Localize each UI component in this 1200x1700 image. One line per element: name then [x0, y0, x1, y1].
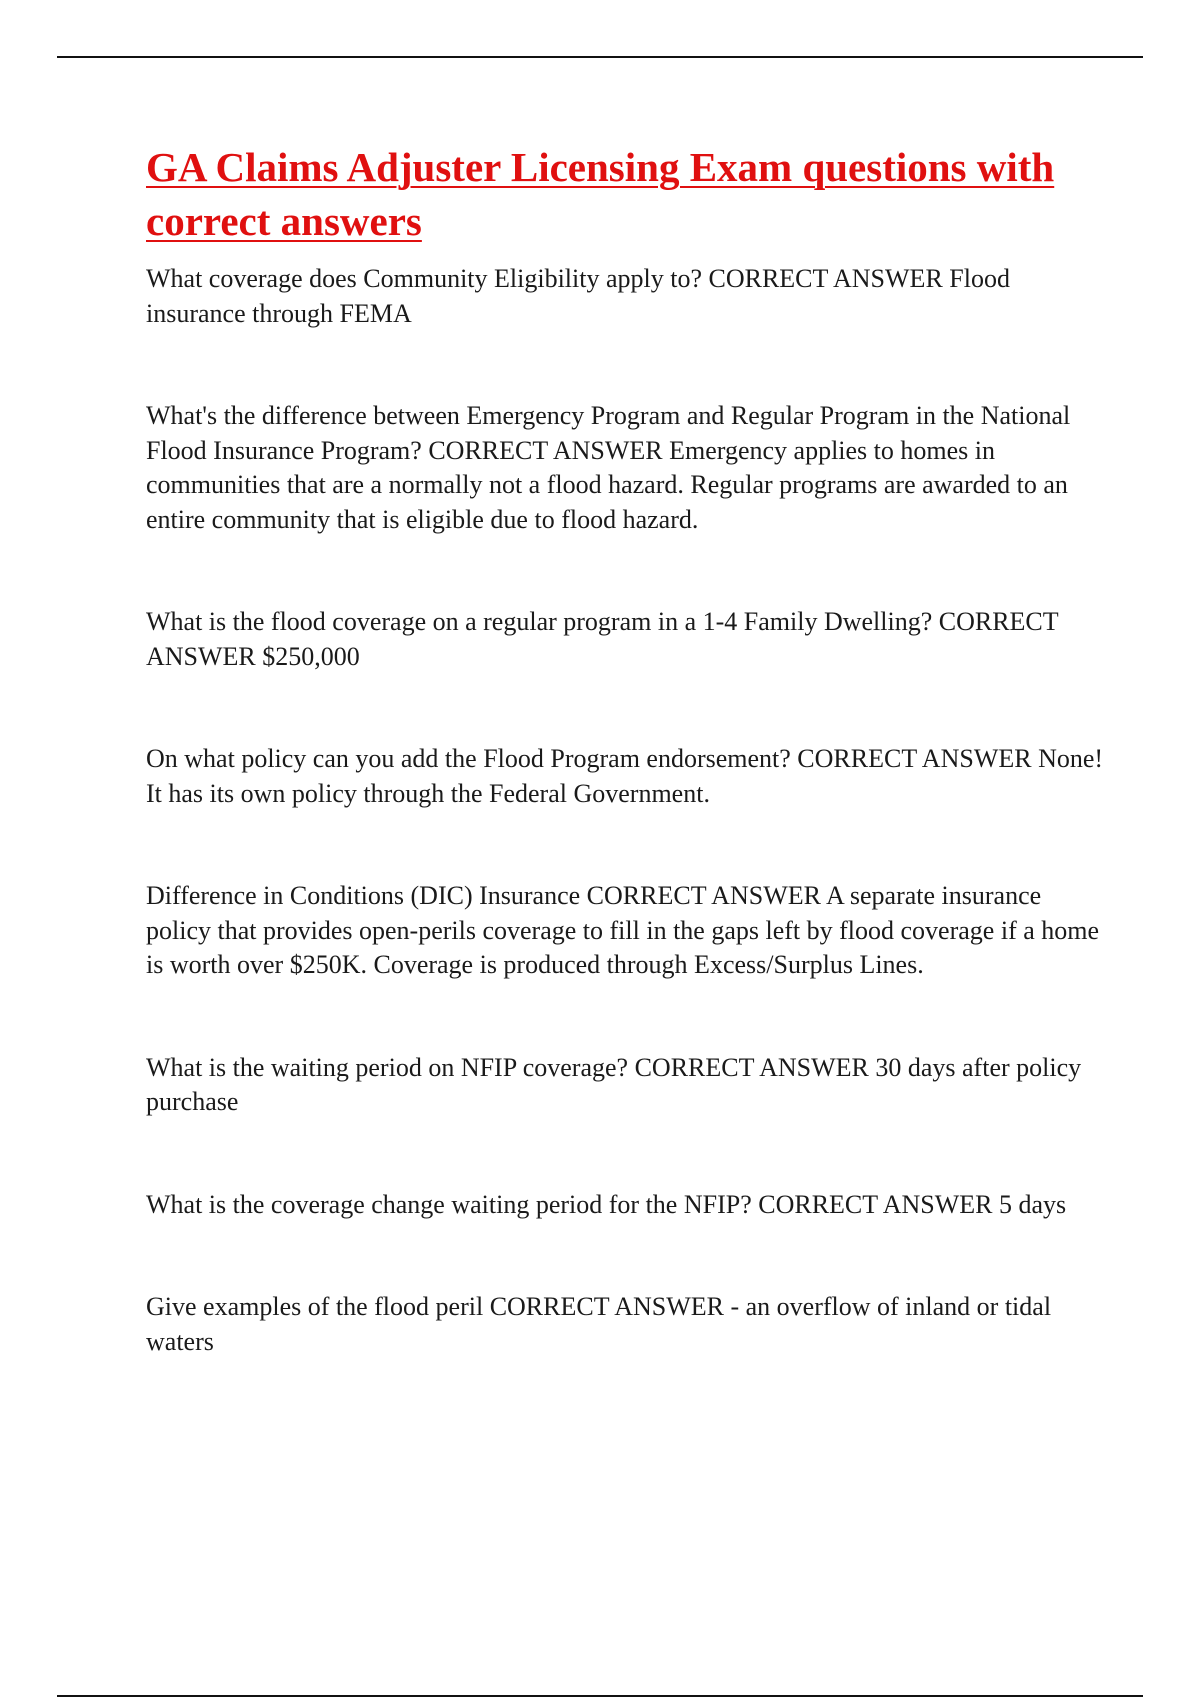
- document-page: [146, 140, 1106, 1427]
- answer-label: CORRECT ANSWER: [586, 881, 821, 910]
- answer-text: 30 days after policy purchase: [146, 1052, 1082, 1116]
- qa-item: [146, 1051, 1106, 1120]
- answer-label: CORRECT ANSWER: [634, 1052, 869, 1082]
- qa-item: [146, 605, 1106, 674]
- question-text: What coverage does Community Eligibility apply to?: [146, 264, 702, 293]
- answer-label: CORRECT ANSWER: [146, 607, 1059, 671]
- bottom-rule: [57, 1695, 1143, 1697]
- qa-item: [146, 879, 1106, 983]
- answer-text: A separate insurance policy that provides open-perils coverage to fill in the gaps left by flood coverage if a home is worth over $250K. Coverage is produced through Excess/Surplus Lines.: [146, 881, 1100, 979]
- qa-item: [146, 1188, 1106, 1223]
- answer-label: CORRECT ANSWER: [428, 435, 663, 465]
- question-text: What is the flood coverage on a regular program in a 1-4 Family Dwelling?: [146, 607, 933, 636]
- document-title: GA Claims Adjuster Licensing Exam questions with correct answers: [146, 144, 1055, 244]
- top-rule: [57, 56, 1143, 58]
- question-text: Difference in Conditions (DIC) Insurance: [146, 881, 581, 910]
- qa-item: [146, 262, 1106, 331]
- answer-text: None! It has its own policy through the Federal Government.: [146, 744, 1104, 808]
- answer-label: CORRECT ANSWER: [797, 744, 1032, 773]
- answer-text: 5 days: [999, 1189, 1067, 1219]
- question-text: What is the coverage change waiting period for the NFIP?: [146, 1189, 752, 1219]
- qa-item: [146, 742, 1106, 811]
- question-text: What is the waiting period on NFIP coverage?: [146, 1052, 629, 1082]
- question-text: What's the difference between Emergency Program and Regular Program in the National Flood Insurance Program?: [146, 401, 1071, 465]
- answer-text: - an overflow of inland or tidal waters: [146, 1292, 1052, 1356]
- qa-item: [146, 399, 1106, 537]
- question-text: On what policy can you add the Flood Program endorsement?: [146, 744, 791, 773]
- answer-label: CORRECT ANSWER: [708, 264, 943, 293]
- question-text: Give examples of the flood peril: [146, 1292, 484, 1321]
- qa-list: [146, 262, 1106, 1359]
- answer-label: CORRECT ANSWER: [489, 1292, 724, 1321]
- answer-text: $250,000: [262, 641, 360, 671]
- answer-text: Emergency applies to homes in communities that are a normally not a flood hazard. Regular programs are awarded to an entire community that is eligible due to flood hazard.: [146, 435, 1068, 534]
- answer-text: Flood insurance through FEMA: [146, 264, 1010, 328]
- answer-label: CORRECT ANSWER: [758, 1189, 993, 1219]
- qa-item: [146, 1290, 1106, 1359]
